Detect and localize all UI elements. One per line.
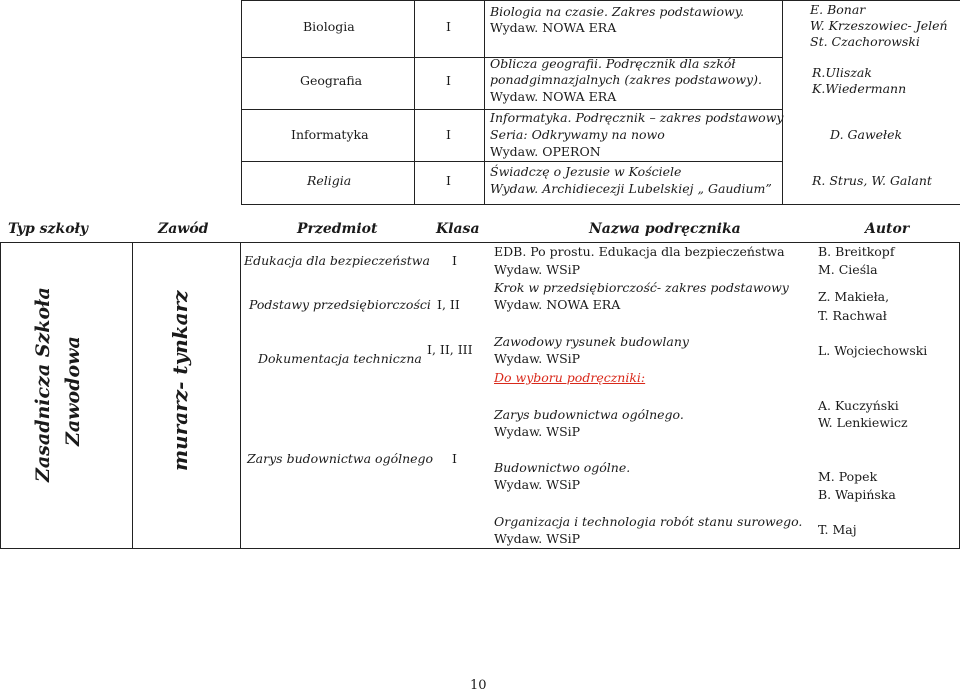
school-type-line1: Zasadnicza Szkoła (32, 287, 54, 482)
top-title-line: Wydaw. OPERON (490, 144, 601, 159)
header-przedmiot: Przedmiot (297, 221, 378, 237)
bottom-title-line: Wydaw. WSiP (494, 351, 581, 366)
school-type-line2: Zawodowa (62, 336, 84, 446)
bottom-title-line: Krok w przedsiębiorczość- zakres podstawowy (494, 280, 789, 295)
choice-title-line: Wydaw. WSiP (494, 424, 581, 439)
bottom-title-line: Zawodowy rysunek budowlany (494, 334, 689, 349)
bottom-klasa: I (452, 253, 457, 268)
top-title-line: Biologia na czasie. Zakres podstawiowy. (490, 4, 745, 19)
top-author: W. Krzeszowiec- Jeleń (810, 18, 948, 33)
bottom-title-line: Wydaw. NOWA ERA (494, 297, 621, 312)
bottom-subject: Edukacja dla bezpieczeństwa (244, 253, 430, 268)
top-klasa: I (446, 127, 451, 142)
top-table-col-divider (782, 0, 783, 205)
top-table-border (241, 0, 242, 205)
bottom-title-line: EDB. Po prostu. Edukacja dla bezpieczeństwa (494, 244, 785, 259)
top-title-line: Seria: Odkrywamy na nowo (490, 127, 665, 142)
top-author: K.Wiedermann (812, 81, 907, 96)
top-subject: Informatyka (291, 127, 369, 142)
bottom-klasa: I, II, III (427, 342, 473, 357)
bottom-table-border (0, 242, 960, 243)
top-title-line: ponadgimnazjalnych (zakres podstawowy). (490, 72, 762, 87)
choice-author: B. Wapińska (818, 487, 896, 502)
top-table-border (241, 204, 960, 205)
top-title-line: Wydaw. NOWA ERA (490, 89, 617, 104)
choice-author: M. Popek (818, 469, 878, 484)
top-table-col-divider (484, 0, 485, 205)
top-title-line: Informatyka. Podręcznik – zakres podstawowy (490, 110, 784, 125)
top-table-row-divider (241, 161, 782, 162)
profession: murarz- tynkarz (168, 290, 192, 471)
top-title-line: Wydaw. NOWA ERA (490, 20, 617, 35)
top-author: E. Bonar (810, 2, 866, 17)
top-author: D. Gawełek (830, 127, 903, 142)
bottom-subject: Dokumentacja techniczna (258, 351, 422, 366)
choice-label: Do wyboru podręczniki: (494, 370, 646, 385)
bottom-table-col-divider (132, 242, 133, 549)
bottom-author: M. Cieśla (818, 262, 878, 277)
bottom-author: B. Breitkopf (818, 244, 895, 259)
bottom-subject: Podstawy przedsiębiorczości (249, 297, 431, 312)
top-title-line: Świadczę o Jezusie w Kościele (490, 164, 682, 179)
choice-title-line: Budownictwo ogólne. (494, 460, 631, 475)
top-subject: Geografia (300, 73, 363, 88)
top-title-line: Wydaw. Archidiecezji Lubelskiej „ Gaudium” (490, 181, 772, 196)
bottom-author: T. Rachwał (818, 308, 887, 323)
top-author: St. Czachorowski (810, 34, 920, 49)
page-number: 10 (470, 678, 487, 693)
bottom-table-col-divider (240, 242, 241, 549)
choice-title-line: Wydaw. WSiP (494, 531, 581, 546)
choice-title-line: Organizacja i technologia robót stanu surowego. (494, 514, 803, 529)
header-nazwa: Nazwa podręcznika (589, 221, 741, 237)
choice-title-line: Zarys budownictwa ogólnego. (494, 407, 684, 422)
bottom-klasa: I (452, 451, 457, 466)
bottom-author: L. Wojciechowski (818, 343, 928, 358)
top-table-col-divider (414, 0, 415, 205)
header-klasa: Klasa (436, 221, 480, 237)
header-autor: Autor (865, 221, 910, 237)
top-klasa: I (446, 19, 451, 34)
bottom-table-border (0, 548, 960, 549)
top-klasa: I (446, 73, 451, 88)
choice-author: W. Lenkiewicz (818, 415, 908, 430)
top-title-line: Oblicza geografii. Podręcznik dla szkół (490, 56, 736, 71)
top-subject: Religia (307, 173, 352, 188)
bottom-subject: Zarys budownictwa ogólnego (247, 451, 434, 466)
bottom-klasa: I, II (437, 297, 460, 312)
top-author: R.Uliszak (812, 65, 872, 80)
top-author: R. Strus, W. Galant (812, 173, 932, 188)
bottom-author: Z. Makieła, (818, 289, 890, 304)
header-typ: Typ szkoły (8, 221, 89, 237)
top-subject: Biologia (303, 19, 355, 34)
top-klasa: I (446, 173, 451, 188)
choice-title-line: Wydaw. WSiP (494, 477, 581, 492)
bottom-title-line: Wydaw. WSiP (494, 262, 581, 277)
choice-author: T. Maj (818, 522, 857, 537)
top-table-border (241, 0, 960, 1)
header-zawod: Zawód (158, 221, 209, 237)
bottom-table-border (0, 242, 1, 549)
choice-author: A. Kuczyński (818, 398, 899, 413)
